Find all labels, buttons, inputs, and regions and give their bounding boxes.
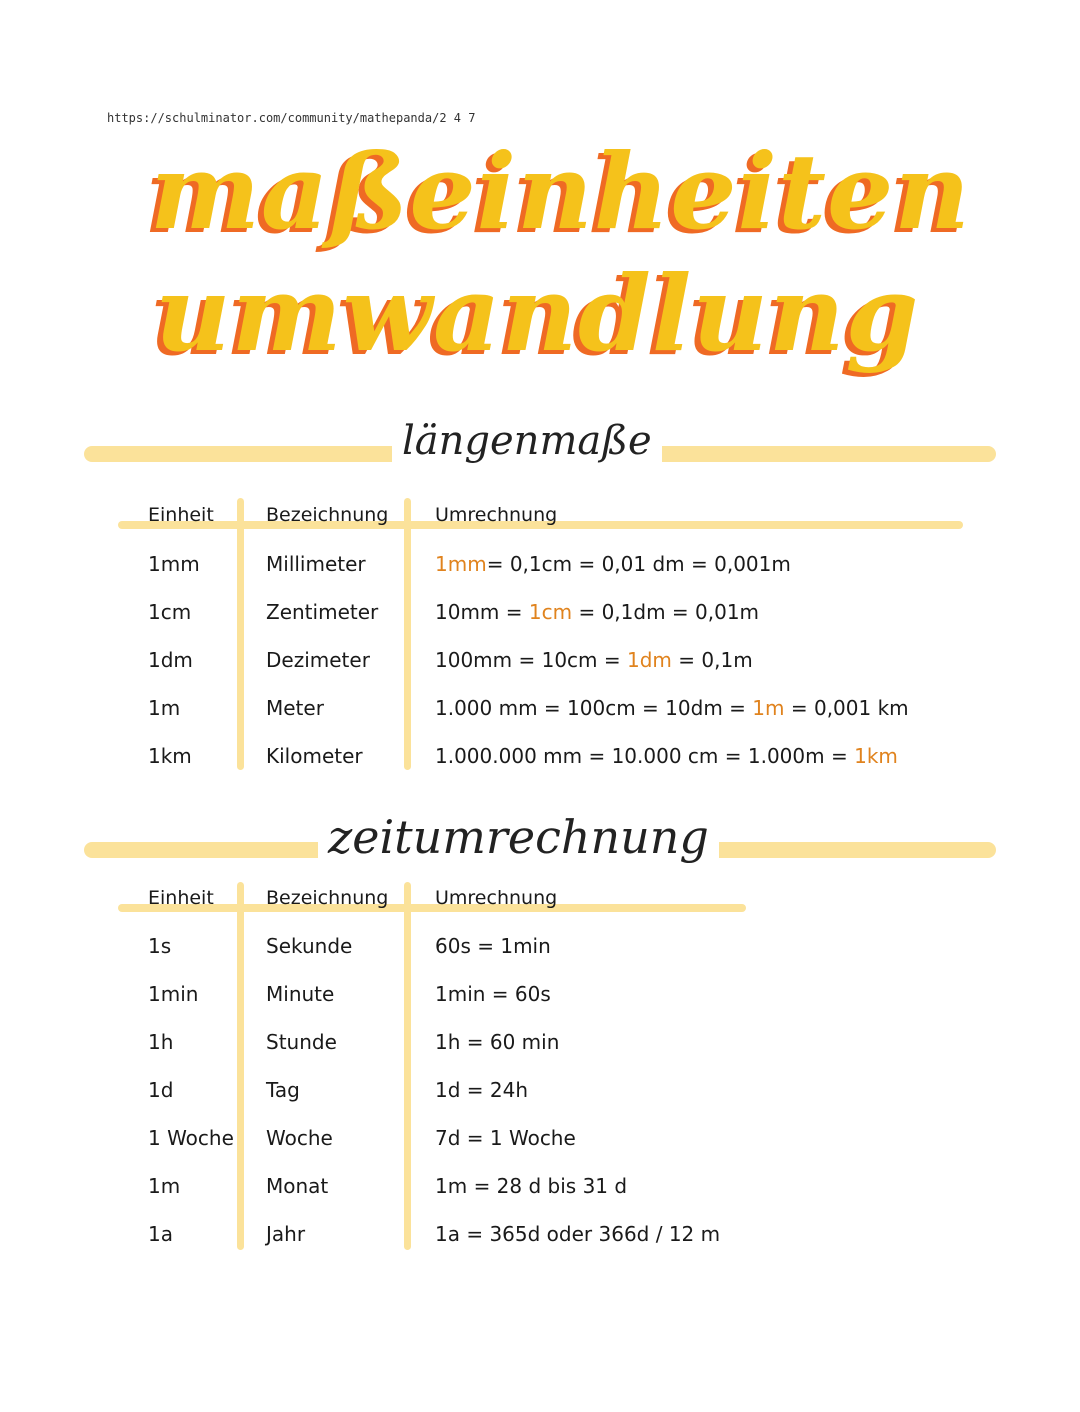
unit-cell: 1dm [148,648,193,672]
header-einheit: Einheit [148,887,214,909]
conversion-text: = 0,1m [671,648,753,672]
unit-cell: 1s [148,934,172,958]
conversion-cell [435,648,753,672]
highlighted-unit: 1mm [435,552,487,576]
conversion-cell: 7d = 1 Woche [435,1126,576,1150]
conversion-text: 1.000.000 mm = 10.000 cm = 1.000m = [435,744,855,768]
column-divider-2-laengen [404,498,411,770]
conversion-cell: 1h = 60 min [435,1030,560,1054]
conversion-text: = 0,001 km [784,696,909,720]
header-bezeichnung: Bezeichnung [266,887,389,909]
name-cell: Dezimeter [266,648,370,672]
section-title-zeit: zeitumrechnung [318,810,719,864]
name-cell: Tag [266,1078,300,1102]
conversion-cell [435,696,909,720]
unit-cell: 1m [148,1174,181,1198]
page-title-line-2: umwandlung [155,252,920,375]
name-cell: Woche [266,1126,333,1150]
conversion-text: = 0,1dm = 0,01m [572,600,760,624]
unit-cell: 1m [148,696,181,720]
header-umrechnung: Umrechnung [435,504,558,526]
name-cell: Stunde [266,1030,337,1054]
conversion-cell [435,744,898,768]
page-title-line-1: maßeinheiten [150,130,971,253]
highlighted-unit: 1km [854,744,898,768]
name-cell: Meter [266,696,324,720]
conversion-cell: 60s = 1min [435,934,551,958]
unit-cell: 1 Woche [148,1126,234,1150]
name-cell: Zentimeter [266,600,379,624]
conversion-cell [435,552,791,576]
conversion-cell: 1m = 28 d bis 31 d [435,1174,628,1198]
name-cell: Kilometer [266,744,363,768]
name-cell: Millimeter [266,552,366,576]
name-cell: Sekunde [266,934,353,958]
unit-cell: 1min [148,982,199,1006]
unit-cell: 1km [148,744,192,768]
conversion-text: 1.000 mm = 100cm = 10dm = [435,696,753,720]
header-einheit: Einheit [148,504,214,526]
conversion-cell: 1min = 60s [435,982,551,1006]
conversion-cell: 1a = 365d oder 366d / 12 m [435,1222,721,1246]
highlighted-unit: 1cm [528,600,573,624]
conversion-text: 100mm = 10cm = [435,648,628,672]
unit-cell: 1mm [148,552,200,576]
conversion-text: 10mm = [435,600,529,624]
highlighted-unit: 1m [752,696,785,720]
conversion-cell [435,600,759,624]
name-cell: Minute [266,982,335,1006]
column-divider-1-laengen [237,498,244,770]
unit-cell: 1a [148,1222,173,1246]
name-cell: Jahr [266,1222,306,1246]
section-title-laengen: längenmaße [392,418,662,464]
source-url: https://schulminator.com/community/mathepanda/2 4 7 [107,111,476,125]
column-divider-1-zeit [237,882,244,1250]
column-divider-2-zeit [404,882,411,1250]
unit-cell: 1cm [148,600,192,624]
highlighted-unit: 1dm [627,648,672,672]
header-umrechnung: Umrechnung [435,887,558,909]
unit-cell: 1h [148,1030,174,1054]
conversion-text: = 0,1cm = 0,01 dm = 0,001m [486,552,791,576]
unit-cell: 1d [148,1078,174,1102]
conversion-cell: 1d = 24h [435,1078,529,1102]
header-bezeichnung: Bezeichnung [266,504,389,526]
name-cell: Monat [266,1174,329,1198]
